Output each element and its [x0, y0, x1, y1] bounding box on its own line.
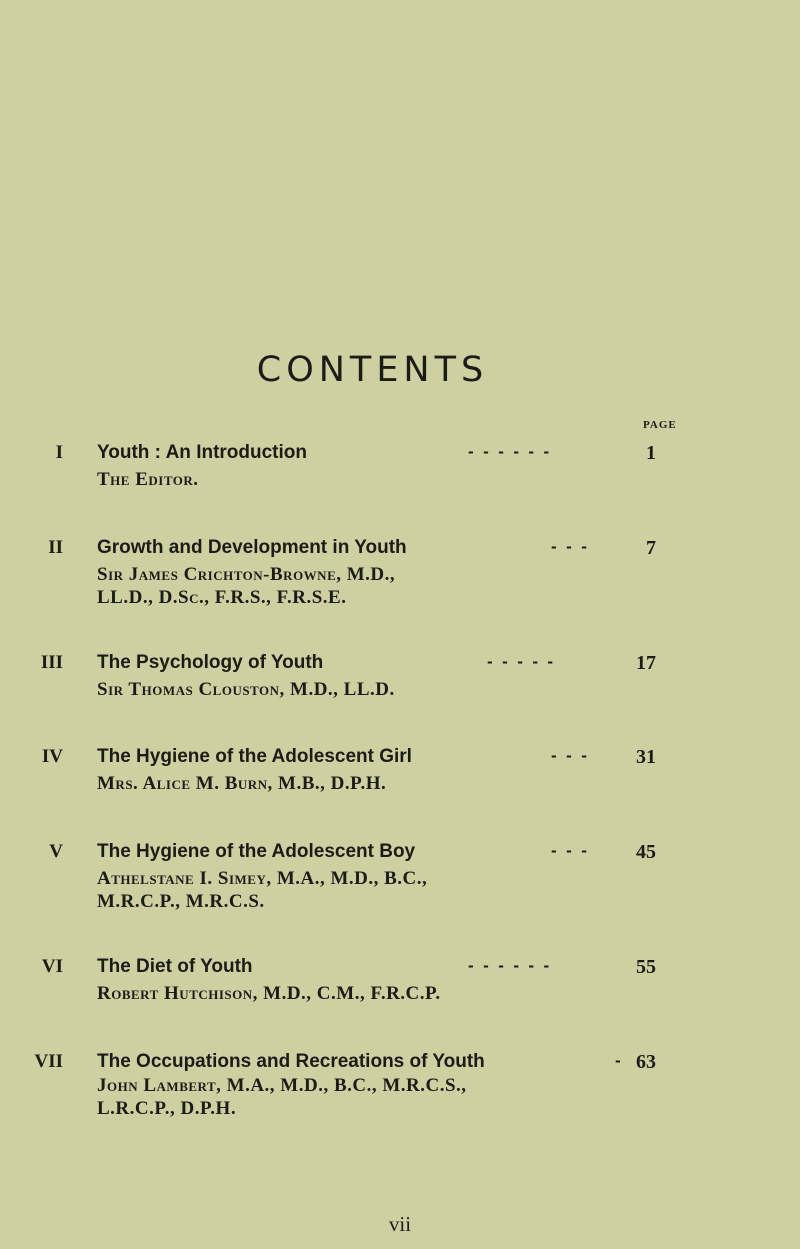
dot-leaders: - - - - - — [487, 652, 554, 671]
contents-heading: CONTENTS — [256, 350, 489, 390]
author-line: Sir James Crichton-Browne, M.D., — [97, 564, 396, 585]
dot-leaders: - - - — [551, 537, 587, 556]
author-line: Robert Hutchison, M.D., C.M., F.R.C.P. — [97, 983, 441, 1004]
chapter-author — [97, 772, 617, 795]
author-line: LL.D., D.Sc., F.R.S., F.R.S.E. — [97, 587, 347, 608]
author-line: Sir Thomas Clouston, M.D., LL.D. — [97, 679, 395, 700]
author-line: The Editor. — [97, 469, 199, 490]
chapter-number: VI — [41, 956, 63, 977]
chapter-title: The Hygiene of the Adolescent Girl — [97, 746, 412, 767]
author-line: John Lambert, M.A., M.D., B.C., M.R.C.S., — [97, 1075, 467, 1096]
chapter-title: The Psychology of Youth — [97, 652, 324, 673]
page-number: 45 — [636, 841, 656, 863]
chapter-number: II — [48, 537, 63, 558]
author-line: Athelstane I. Simey, M.A., M.D., B.C., — [97, 868, 428, 889]
page-number: 7 — [646, 537, 656, 559]
dot-leaders: - - - - - - — [468, 442, 550, 461]
dot-leaders: - — [615, 1051, 621, 1070]
chapter-title: The Occupations and Recreations of Youth — [97, 1051, 485, 1072]
dot-leaders: - - - - - - — [468, 956, 550, 975]
chapter-number: IV — [41, 746, 63, 767]
author-line: Mrs. Alice M. Burn, M.B., D.P.H. — [97, 773, 387, 794]
chapter-title: Youth : An Introduction — [97, 442, 308, 463]
chapter-author — [97, 468, 617, 491]
page-number: 63 — [636, 1051, 656, 1073]
chapter-number: III — [40, 652, 63, 673]
chapter-author — [97, 563, 617, 609]
chapter-title: The Hygiene of the Adolescent Boy — [97, 841, 416, 862]
author-line: L.R.C.P., D.P.H. — [97, 1098, 237, 1119]
page-folio: vii — [388, 1212, 412, 1236]
page-number: 1 — [646, 442, 656, 464]
page-number: 31 — [636, 746, 656, 768]
chapter-author — [97, 982, 617, 1005]
chapter-number: I — [55, 442, 63, 463]
chapter-author — [97, 1074, 617, 1120]
page-number: 17 — [636, 652, 656, 674]
chapter-number: VII — [34, 1051, 63, 1072]
dot-leaders: - - - — [551, 746, 587, 765]
chapter-author — [97, 678, 617, 701]
page-column-label: PAGE — [643, 419, 677, 431]
chapter-title: The Diet of Youth — [97, 956, 253, 977]
page-number: 55 — [636, 956, 656, 978]
author-line: M.R.C.P., M.R.C.S. — [97, 891, 265, 912]
chapter-number: V — [49, 841, 63, 862]
chapter-title: Growth and Development in Youth — [97, 537, 407, 558]
dot-leaders: - - - — [551, 841, 587, 860]
chapter-author — [97, 867, 617, 913]
